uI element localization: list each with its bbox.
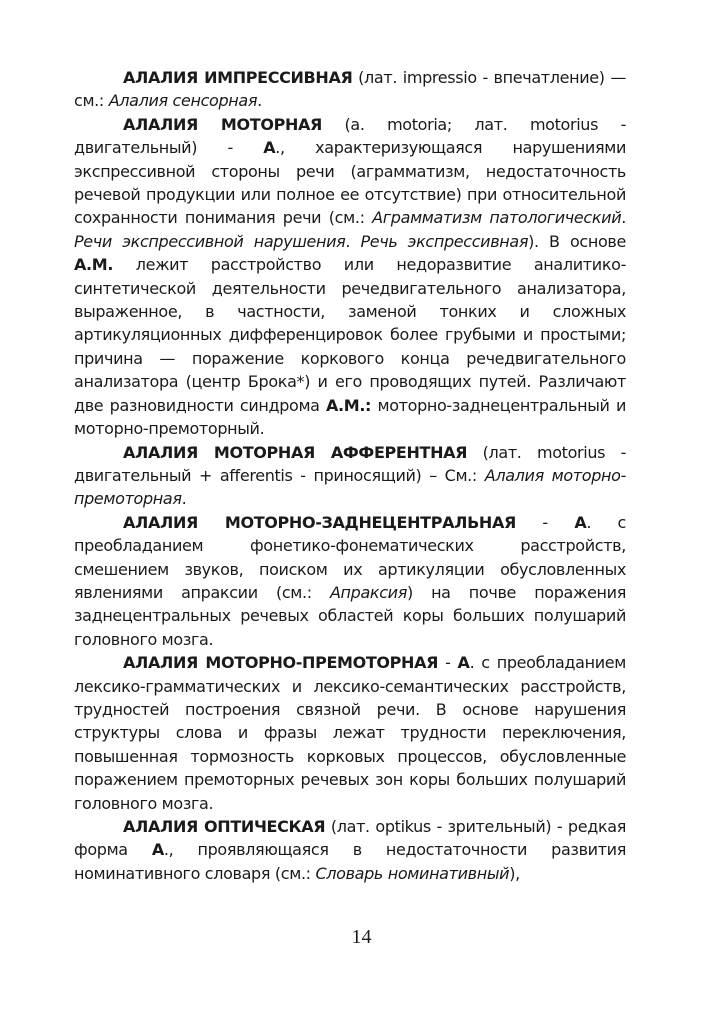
entry-term: АЛАЛИЯ МОТОРНАЯ АФФЕРЕНТНАЯ: [123, 442, 468, 462]
entry-term: АЛАЛИЯ МОТОРНАЯ: [123, 114, 322, 134]
entry-text: . с преобладанием фонетико-фонематических расстройств, смешением звуков, поиском их артикуляции обусловленных явлениями апраксии (см.:: [74, 512, 626, 602]
entry-text: ., проявляющаяся в недостаточности развития номинативного словаря (см.:: [74, 840, 626, 883]
entry-text: .: [181, 489, 187, 509]
entry-alalia-optical: [74, 815, 626, 885]
page-number: 14: [351, 926, 372, 948]
term-abbreviation: А.М.: [74, 255, 114, 275]
entry-term: АЛАЛИЯ ОПТИЧЕСКАЯ: [123, 817, 326, 836]
term-abbreviation: А: [457, 653, 470, 673]
entry-alalia-motor-afferent: [74, 441, 626, 511]
cross-reference: Алалия моторно-премоторная: [74, 465, 626, 509]
entry-text: (лат. impressio - впечатление) — см.:: [74, 68, 627, 111]
entry-text: -: [515, 512, 575, 532]
cross-reference: Речи экспрессивной нарушения: [74, 231, 346, 251]
entry-text: ., характеризующаяся нарушениями экспрессивной стороны речи (аграмматизм, недостаточность речевой продукции или полное ее отсутствие) при относительной сохранности понимания речи (см.:: [74, 138, 626, 228]
entry-text: -: [438, 653, 458, 673]
document-page: [74, 66, 626, 885]
entry-text: ),: [509, 863, 520, 883]
entry-text: (лат. motorius - двигательный + afferentis - приносящий) – См.:: [74, 442, 626, 485]
entry-text: лежит расстройство или недоразвитие аналитико-синтетической деятельности речедвигательного анализатора, выраженное, в частности, заменой тонких и сложных артикуляционных дифференцировок более грубыми и простыми; причина — поражение коркового конца речедвигательного анализатора (центр Брока*) и его проводящих путей. Различают две разновидности синдрома: [74, 255, 626, 415]
entry-term: АЛАЛИЯ ИМПРЕССИВНАЯ: [123, 68, 353, 87]
entry-text: (а. motoria; лат. motorius - двигательный) -: [74, 114, 626, 158]
entry-text: ) на почве поражения заднецентральных речевых областей коры больших полушарий головного мозга.: [74, 582, 626, 649]
term-abbreviation: А: [151, 840, 164, 860]
entry-alalia-impressive: [74, 66, 626, 113]
entry-text: ). В основе: [528, 231, 626, 251]
cross-reference: Речь экспрессивная: [360, 231, 529, 251]
term-abbreviation: А: [574, 512, 587, 532]
entry-text: .: [257, 91, 262, 111]
term-abbreviation: А.М.:: [326, 395, 372, 415]
entry-term: АЛАЛИЯ МОТОРНО-ЗАДНЕЦЕНТРАЛЬНАЯ: [123, 512, 516, 532]
entry-text: . с преобладанием лексико-грамматических и лексико-семантических расстройств, трудностей построения связной речи. В основе нарушения структуры слова и фразы лежат трудности переключения, повышенная тормозность корковых процессов, обусловленные поражением премоторных речевых зон коры больших полушарий головного мозга.: [74, 653, 626, 813]
term-abbreviation: А: [263, 138, 276, 158]
entry-text: .: [621, 208, 626, 228]
entry-term: АЛАЛИЯ МОТОРНО-ПРЕМОТОРНАЯ: [123, 653, 439, 673]
entry-alalia-motor-premotor: [74, 651, 626, 815]
cross-reference: Аграмматизм патологический: [372, 208, 622, 228]
cross-reference: Словарь номинативный: [315, 863, 510, 883]
entry-text: (лат. optikus - зрительный) - редкая форма: [74, 817, 626, 860]
cross-reference: Апраксия: [329, 582, 408, 602]
entry-alalia-motor-postcentral: [74, 511, 626, 651]
entry-text: .: [345, 231, 361, 251]
entry-alalia-motor: [74, 113, 626, 441]
cross-reference: Алалия сенсорная: [108, 91, 258, 111]
entry-text: моторно-заднецентральный и моторно-премоторный.: [74, 395, 626, 439]
